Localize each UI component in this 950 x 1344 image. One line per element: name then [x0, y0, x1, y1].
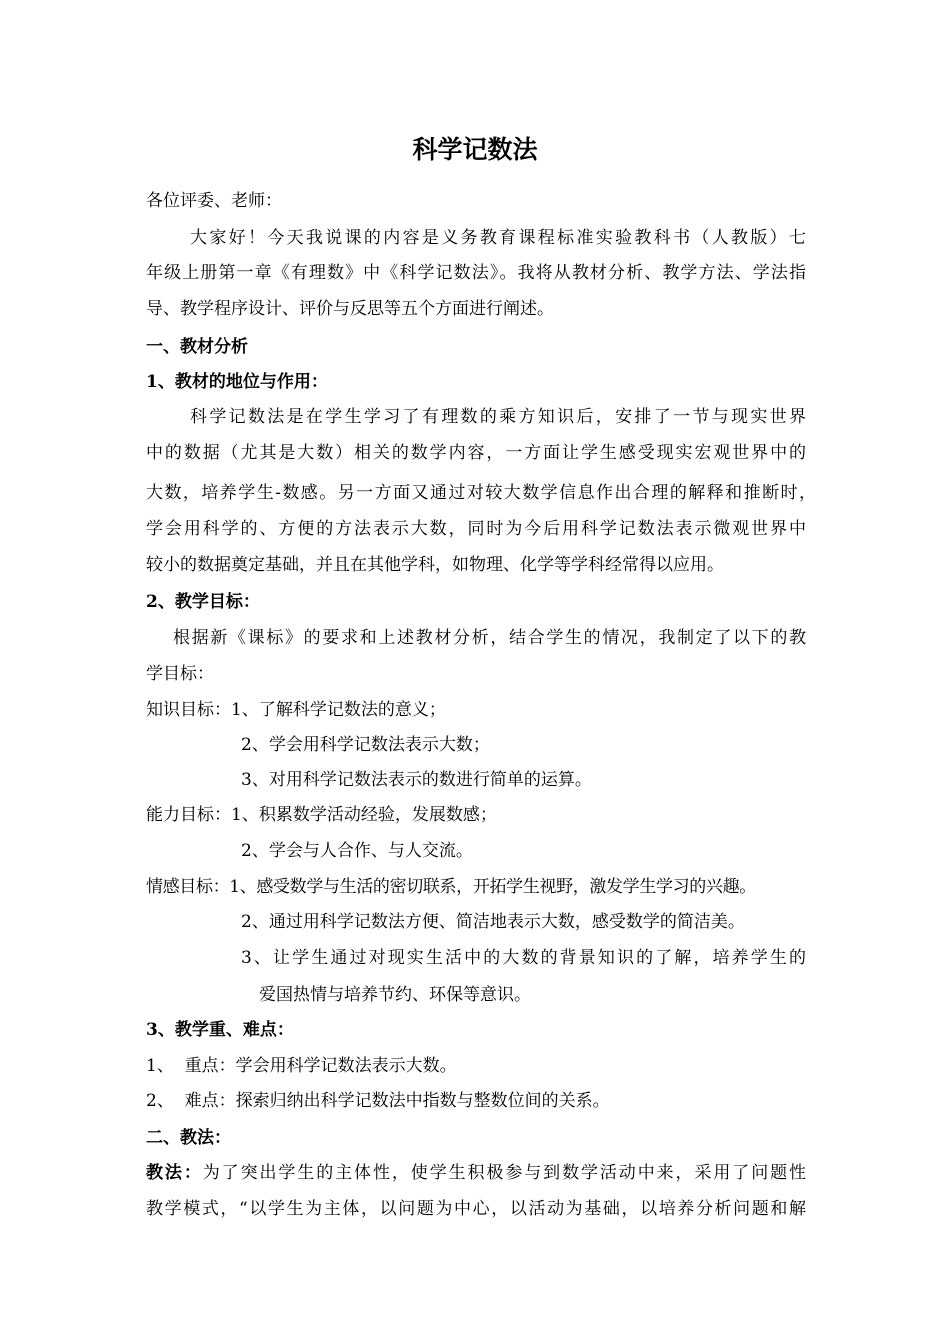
intro-line-2: 年级上册第一章《有理数》中《科学记数法》。我将从教材分析、教学方法、学法指: [146, 263, 806, 283]
paragraph-line-2: 中的数据（尤其是大数）相关的数学内容，一方面让学生感受现实宏观世界中的: [146, 443, 806, 463]
ability-goal-1: 能力目标：1、积累数学活动经验，发展数感；: [146, 805, 497, 825]
methods-line-2: 教学模式，“以学生为主体，以问题为中心，以活动为基础，以培养分析问题和解: [146, 1199, 806, 1219]
section-heading-methods: 二、教法：: [146, 1128, 231, 1148]
subheading-key-points: 3、教学重、难点：: [146, 1020, 294, 1040]
salutation: 各位评委、老师：: [146, 191, 282, 211]
subheading-position-role: 1、教材的地位与作用：: [146, 372, 328, 392]
emotion-goal-3: 3、让学生通过对现实生活中的大数的背景知识的了解，培养学生的: [241, 948, 806, 968]
page-title: 科学记数法: [412, 135, 538, 164]
knowledge-goal-1: 知识目标：1、了解科学记数法的意义；: [146, 700, 446, 720]
emotion-goal-2: 2、通过用科学记数法方便、简洁地表示大数，感受数学的简洁美。: [241, 912, 745, 932]
subheading-teaching-goals: 2、教学目标：: [146, 592, 260, 612]
knowledge-goal-2: 2、学会用科学记数法表示大数；: [241, 735, 490, 755]
goals-intro-line-1: 根据新《课标》的要求和上述教材分析，结合学生的情况，我制定了以下的教: [173, 628, 806, 648]
intro-line-3: 导、教学程序设计、评价与反思等五个方面进行阐述。: [146, 299, 554, 319]
key-point-item: 1、 重点：学会用科学记数法表示大数。: [146, 1056, 457, 1076]
paragraph-line-5: 较小的数据奠定基础，并且在其他学科，如物理、化学等学科经常得以应用。: [146, 555, 724, 575]
emotion-goal-1: 情感目标：1、感受数学与生活的密切联系，开拓学生视野，激发学生学习的兴趣。: [146, 877, 756, 897]
methods-line-1: [146, 1161, 806, 1185]
paragraph-line-1: 科学记数法是在学生学习了有理数的乘方知识后，安排了一节与现实世界: [190, 407, 806, 427]
section-heading-materials: 一、教材分析: [146, 337, 248, 357]
intro-line-1: 大家好！今天我说课的内容是义务教育课程标准实验教科书（人教版）七: [190, 228, 806, 248]
paragraph-line-3: 大数，培养学生-数感。另一方面又通过对较大数学信息作出合理的解释和推断时，: [146, 483, 816, 503]
paragraph-line-4: 学会用科学的、方便的方法表示大数，同时为今后用科学记数法表示微观世界中: [146, 519, 806, 539]
ability-goal-2: 2、学会与人合作、与人交流。: [241, 841, 473, 861]
methods-lead: 教法：: [146, 1163, 203, 1183]
emotion-goal-3-cont: 爱国热情与培养节约、环保等意识。: [259, 985, 531, 1005]
methods-text: 为了突出学生的主体性，使学生积极参与到数学活动中来，采用了问题性: [202, 1163, 807, 1183]
goals-intro-line-2: 学目标：: [146, 664, 214, 684]
difficult-point-item: 2、 难点：探索归纳出科学记数法中指数与整数位间的关系。: [146, 1091, 610, 1111]
knowledge-goal-3: 3、对用科学记数法表示的数进行简单的运算。: [241, 770, 592, 790]
